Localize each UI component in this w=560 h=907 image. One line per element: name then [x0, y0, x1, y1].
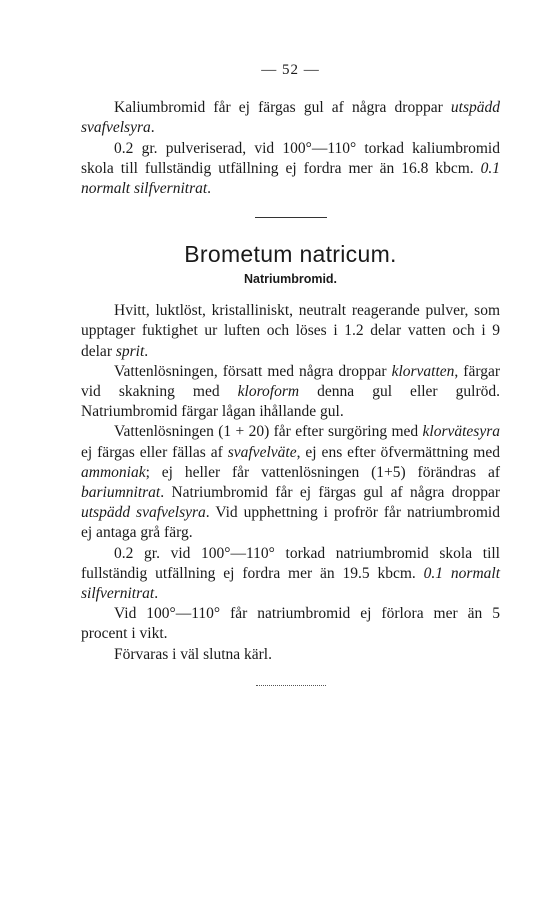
section-divider — [255, 217, 327, 218]
paragraph-klorvatten — [81, 362, 500, 423]
section-title: Brometum natricum. — [184, 241, 397, 268]
end-divider — [256, 685, 326, 686]
text-run: Kaliumbromid får ej färgas gul af några droppar — [114, 99, 451, 117]
text-run: 0.2 gr. pulveriserad, vid 100°—110° torkad kaliumbromid skola till fullständig utfällning ej fordra mer än 16.8 kbcm. — [81, 139, 500, 177]
text-run: ej färgas eller fällas af — [81, 443, 228, 461]
text-run: Vattenlösningen (1 + 20) får efter surgöring med — [114, 423, 423, 441]
italic-term: klorvätesyra — [422, 423, 500, 441]
italic-term: normalt silfvernitrat — [81, 180, 208, 198]
italic-term: utspädd svafvelsyra — [81, 99, 500, 137]
text-run: Förvaras i väl slutna kärl. — [114, 645, 272, 663]
text-run: . — [207, 180, 212, 198]
section-body — [81, 301, 500, 665]
text-run: . — [144, 342, 149, 360]
paragraph-forvaring — [81, 645, 500, 665]
text-run: ; ej heller får vattenlösningen (1+5) förändras af — [145, 463, 500, 481]
section-subtitle: Natriumbromid. — [243, 272, 338, 287]
paragraph-kalium-halt — [81, 139, 500, 200]
italic-term: utspädd svafvelsyra — [81, 504, 206, 522]
text-run: . — [154, 585, 159, 603]
text-run: Hvitt, luktlöst, kristalliniskt, neutralt reagerande pulver, som upptager fuktighet ur luften och löses i 1.2 delar vatten och i 9 delar — [81, 302, 500, 360]
text-run: . Natriumbromid får ej färgas gul af några droppar — [160, 484, 500, 502]
paragraph-beskrivning — [81, 301, 500, 362]
text-run: . — [150, 119, 155, 137]
text-run: Vattenlösningen, försatt med några droppar — [114, 362, 392, 380]
text-run: , färgar vid skakning med — [81, 362, 500, 401]
book-page — [81, 60, 500, 686]
italic-term: sprit — [115, 342, 145, 360]
paragraph-kalium-farg — [81, 98, 500, 138]
italic-term: bariumnitrat — [81, 484, 161, 502]
italic-term: kloroform — [237, 383, 300, 401]
italic-term: normalt silfvernitrat — [81, 564, 501, 603]
top-text — [81, 98, 500, 199]
page-number: — 52 — — [261, 62, 320, 78]
italic-term: svafvelväte — [227, 443, 297, 461]
text-run: 0.2 gr. vid 100°—110° torkad natriumbromid skola till fullständig utfällning ej fordra mer än 19.5 kbcm. — [81, 544, 500, 582]
text-run: . Vid upphettning i profrör får natriumbromid ej antaga grå färg. — [81, 504, 500, 542]
italic-term: 0.1 — [480, 159, 500, 177]
italic-term: 0.1 — [423, 564, 444, 582]
italic-term: klorvatten — [391, 362, 455, 380]
text-run: , ej ens efter öfvermättning med — [296, 443, 500, 461]
text-run: denna gul eller gulröd. Natriumbromid färgar lågan ihållande gul. — [81, 383, 500, 421]
paragraph-klorvatesyra — [81, 422, 500, 543]
text-run: Vid 100°—110° får natriumbromid ej förlora mer än 5 procent i vikt. — [81, 605, 500, 643]
paragraph-natrium-halt — [81, 544, 500, 605]
paragraph-vikt — [81, 604, 500, 644]
italic-term: ammoniak — [81, 463, 146, 481]
text-run — [443, 565, 451, 582]
